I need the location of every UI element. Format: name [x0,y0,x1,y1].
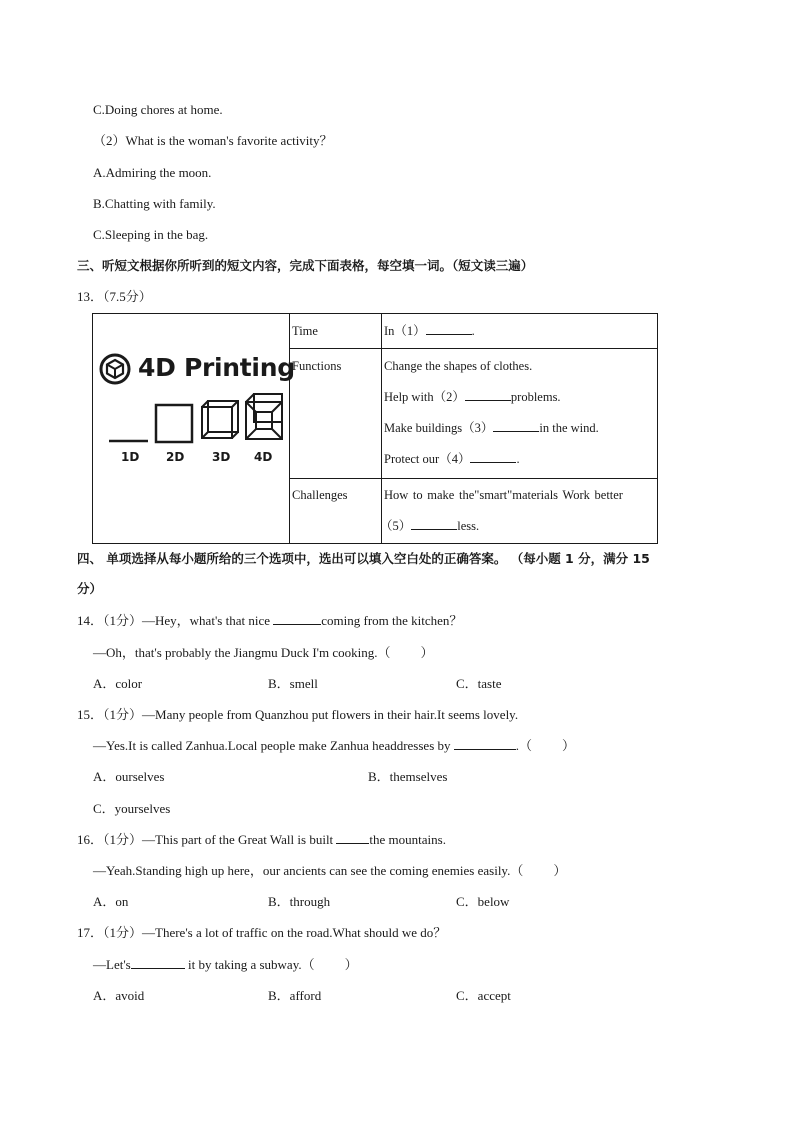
q16-answer: —Yeah.Standing high up here，our ancients can see the coming enemies easily.（ ） [93,863,567,878]
q12-option-b2: B.Chatting with family. [93,196,216,211]
challenges-line-1: How to make the"smart"materials Work better [384,488,623,502]
q15-question: 15．（1分）—Many people from Quanzhou put flowers in their hair.It seems lovely. [77,707,519,722]
q15-option-a[interactable]: A．ourselves [93,769,165,784]
section-4-heading-line1: 四、 单项选择从每小题所给的三个选项中，选出可以填入空白处的正确答案。 （每小题 1 分，满分 15 [77,551,650,566]
row-label-functions: Functions [292,359,342,373]
printing-cube-icon [98,352,132,386]
4d-tesseract-shape [246,394,282,439]
functions-line-3: Make buildings（3） in the wind. [384,421,599,435]
q15-option-c[interactable]: C．yourselves [93,801,171,816]
dim-label-4d: 4D [254,450,273,464]
q17-option-b[interactable]: B．afford [268,988,322,1003]
q16-option-a[interactable]: A．on [93,894,129,909]
q12-option-a2: A.Admiring the moon. [93,165,212,180]
q17-answer: —Let's it by taking a subway.（ ） [93,957,358,972]
q12-option-c1: C.Doing chores at home. [93,102,223,117]
q15-option-b[interactable]: B．themselves [368,769,448,784]
row-label-time: Time [292,324,318,338]
dim-label-2d: 2D [166,450,185,464]
functions-line-4: Protect our（4） . [384,452,520,466]
q12-option-c2: C.Sleeping in the bag. [93,227,209,242]
q14-option-b[interactable]: B．smell [268,676,318,691]
q13-label: 13．（7.5分） [77,289,152,304]
functions-line-1: Change the shapes of clothes. [384,359,533,373]
functions-line-2: Help with（2） problems. [384,390,561,404]
q16-option-b[interactable]: B．through [268,894,331,909]
q14-option-c[interactable]: C．taste [456,676,502,691]
q17-question: 17．（1分）—There's a lot of traffic on the road.What should we do？ [77,925,447,940]
row-label-challenges: Challenges [292,488,348,502]
q14-option-a[interactable]: A．color [93,676,143,691]
q12-sub-question-2: （2）What is the woman's favorite activity？ [93,133,333,148]
section-3-heading: 三、听短文根据你所听到的短文内容，完成下面表格，每空填一词。（短文读三遍） [77,258,534,273]
2d-square-shape [156,405,192,442]
section-4-heading-line2: 分） [77,581,103,596]
dim-label-3d: 3D [212,450,231,464]
q16-option-c[interactable]: C．below [456,894,510,909]
challenges-line-2: （5） less. [380,519,480,533]
q17-option-a[interactable]: A．avoid [93,988,145,1003]
q14-question: 14．（1分）—Hey，what's that nice coming from the kitchen？ [77,613,463,628]
q17-option-c[interactable]: C．accept [456,988,511,1003]
time-line-1: In（1） . [384,324,475,338]
dim-label-1d: 1D [121,450,140,464]
q16-question: 16．（1分）—This part of the Great Wall is built the mountains. [77,832,446,847]
q15-answer: —Yes.It is called Zanhua.Local people make Zanhua headdresses by .（ ） [93,738,576,753]
dimension-illustration [104,390,290,448]
3d-cube-shape [202,401,238,438]
logo-title: 4D Printing [138,353,295,382]
q14-answer: —Oh，that's probably the Jiangmu Duck I'm cooking.（ ） [93,645,434,660]
